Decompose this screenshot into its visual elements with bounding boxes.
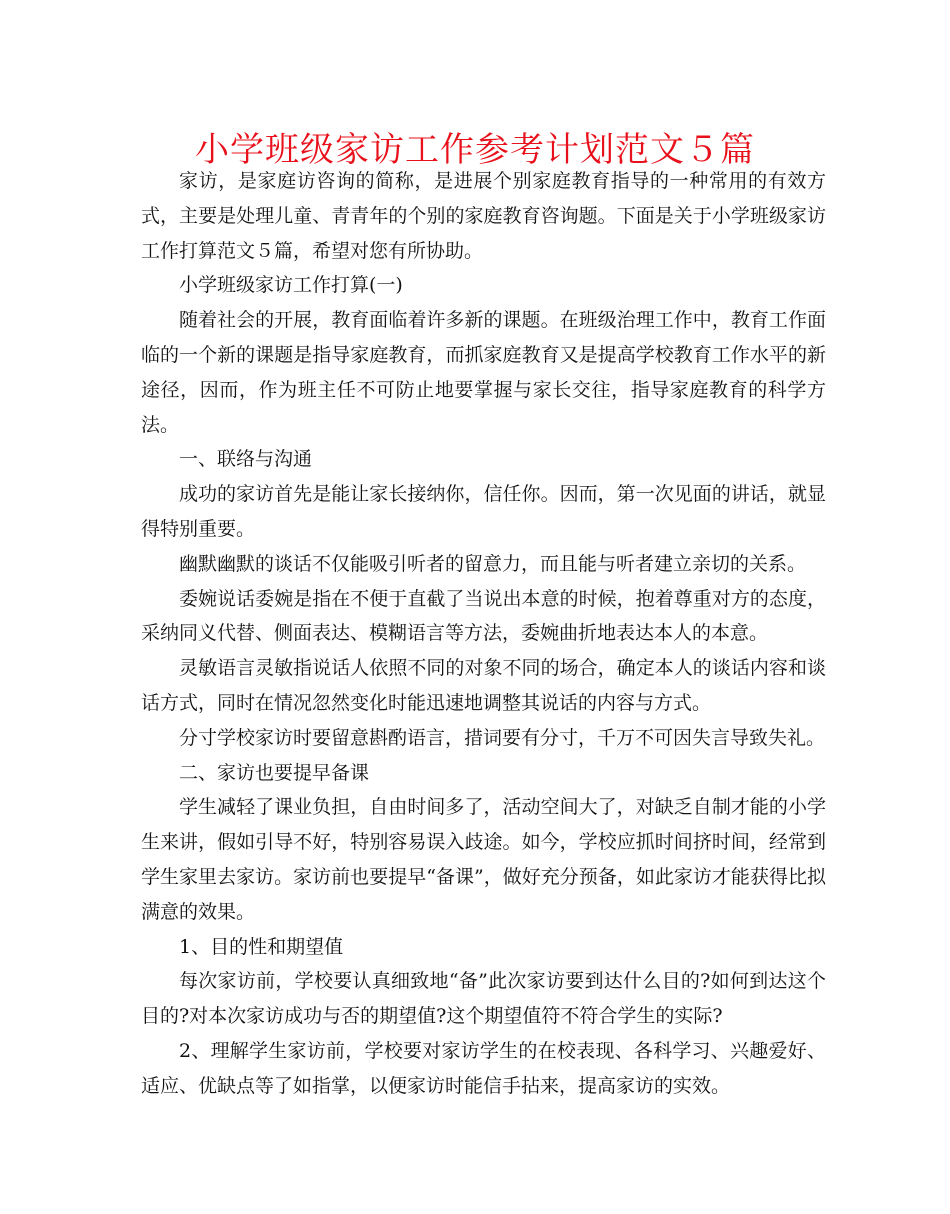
section-heading: 1、目的性和期望值: [179, 935, 344, 958]
paragraph: 每次家访前，学校要认真细致地“备”此次家访要到达什么目的?如何到达这个目的?对本次家访成功与否的期望值?这个期望值符不符合学生的实际?: [141, 970, 826, 1028]
paragraph: 2、理解学生家访前，学校要对家访学生的在校表现、各科学习、兴趣爱好、适应、优缺点等了如指掌，以便家访时能信手拈来，提高家访的实效。: [141, 1039, 826, 1097]
paragraph: 委婉说话委婉是指在不便于直截了当说出本意的时候，抱着尊重对方的态度，采纳同义代替、侧面表达、模糊语言等方法，委婉曲折地表达本人的本意。: [141, 587, 826, 645]
paragraph: 随着社会的开展，教育面临着许多新的课题。在班级治理工作中，教育工作面临的一个新的课题是指导家庭教育，而抓家庭教育又是提高学校教育工作水平的新途径，因而，作为班主任不可防止地要掌握与家长交往，指导家庭教育的科学方法。: [141, 309, 826, 436]
document-title: 小学班级家访工作参考计划范文５篇: [195, 130, 755, 170]
document-body: [141, 164, 826, 1104]
section-heading: 一、联络与沟通: [179, 448, 313, 471]
paragraph: 分寸学校家访时要留意斟酌语言，措词要有分寸，千万不可因失言导致失礼。: [179, 726, 826, 749]
paragraph: 成功的家访首先是能让家长接纳你，信任你。因而，第一次见面的讲话，就显得特别重要。: [141, 483, 826, 540]
paragraph: 幽默幽默的谈话不仅能吸引听者的留意力，而且能与听者建立亲切的关系。: [179, 552, 807, 575]
section-heading: 小学班级家访工作打算(一): [179, 274, 403, 297]
section-heading: 二、家访也要提早备课: [179, 761, 370, 784]
paragraph: 家访，是家庭访咨询的简称，是进展个别家庭教育指导的一种常用的有效方式，主要是处理儿童、青青年的个别的家庭教育咨询题。下面是关于小学班级家访工作打算范文５篇，希望对您有所协助。: [141, 170, 826, 262]
paragraph: 学生减轻了课业负担，自由时间多了，活动空间大了，对缺乏自制才能的小学生来讲，假如引导不好，特别容易误入歧途。如今，学校应抓时间挤时间，经常到学生家里去家访。家访前也要提早“备课”，做好充分预备，如此家访才能获得比拟满意的效果。: [141, 796, 826, 923]
paragraph: 灵敏语言灵敏指说话人依照不同的对象不同的场合，确定本人的谈话内容和谈话方式，同时在情况忽然变化时能迅速地调整其说话的内容与方式。: [141, 657, 826, 714]
